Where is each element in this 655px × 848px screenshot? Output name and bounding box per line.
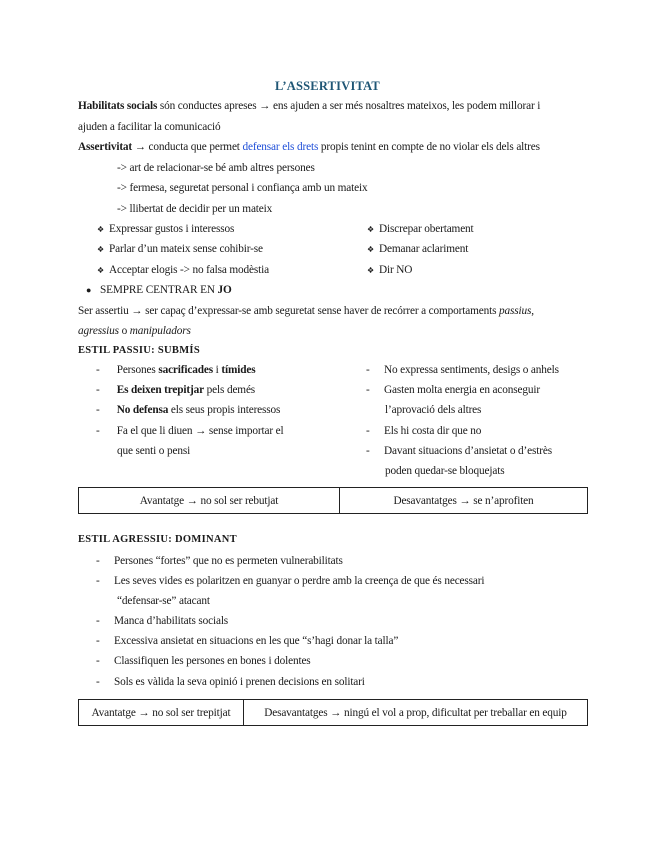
agressiu-item-cont: “defensar-se” atacant	[117, 595, 210, 607]
assertivitat-text-b: propis tenint en compte de no violar els dels altres	[318, 141, 540, 153]
diamond-item: ❖ Acceptar elogis -> no falsa modèstia	[97, 264, 270, 276]
passiu-left-item: - Persones sacrificades i tímides	[96, 364, 256, 376]
agressiu-item: - Excessiva ansietat en situacions en les que “s’hagi donar la talla”	[96, 635, 399, 647]
diamond-item: ❖ Demanar aclariment	[367, 243, 469, 255]
passiu-left-cont: que senti o pensi	[117, 445, 191, 457]
agressiu-item: - Classifiquen les persones en bones i dolentes	[96, 655, 311, 667]
arrow-item: -> art de relacionar-se bé amb altres persones	[117, 162, 315, 174]
passiu-left-item: - No defensa els seus propis interessos	[96, 404, 281, 416]
passiu-desavantatge-cell: Desavantatges → se n’aprofiten	[339, 488, 587, 513]
diamond-icon: ❖	[97, 266, 105, 275]
agressiu-desavantatge-cell: Desavantatges → ningú el vol a prop, dificultat per treballar en equip	[243, 700, 587, 725]
passiu-right-item: - Gasten molta energia en aconseguir	[366, 384, 540, 396]
diamond-icon: ❖	[97, 245, 105, 254]
passiu-avantatge-cell: Avantatge → no sol ser rebutjat	[139, 494, 279, 507]
passiu-right-item: - No expressa sentiments, desigs o anhels	[366, 364, 559, 376]
bullet-item: ● SEMPRE CENTRAR EN JO	[86, 284, 232, 296]
habilitats-label: Habilitats socials	[78, 100, 158, 112]
passiu-left-item: - Es deixen trepitjar pels demés	[96, 384, 256, 396]
arrow-item: -> fermesa, seguretat personal i confiança amb un mateix	[117, 182, 368, 194]
agressiu-item: - Manca d’habilitats socials	[96, 615, 229, 627]
diamond-item: ❖ Discrepar obertament	[367, 223, 474, 235]
bullet-icon: ●	[86, 285, 92, 295]
diamond-item: ❖ Expressar gustos i interessos	[97, 223, 235, 235]
assertivitat-text-a: → conducta que permet	[132, 141, 243, 153]
arrow-item: -> llibertat de decidir per un mateix	[117, 203, 273, 215]
defensar-drets-link[interactable]: defensar els drets	[242, 141, 319, 153]
habilitats-line-1	[78, 99, 540, 113]
diamond-icon: ❖	[367, 266, 375, 275]
diamond-icon: ❖	[97, 225, 105, 234]
passiu-right-item: - Els hi costa dir que no	[366, 425, 482, 437]
passiu-right-item: - Davant situacions d’ansietat o d’estrès	[366, 445, 552, 457]
diamond-item: ❖ Parlar d’un mateix sense cohibir-se	[97, 243, 263, 255]
page-title: L’ASSERTIVITAT	[275, 79, 380, 93]
passiu-heading: ESTIL PASSIU: SUBMÍS	[78, 345, 200, 356]
passiu-right-cont: l’aprovació dels altres	[385, 404, 482, 416]
passiu-pros-cons-table	[78, 487, 588, 514]
agressiu-item: - Sols es vàlida la seva opinió i prenen decisions en solitari	[96, 676, 365, 688]
agressiu-item: - Les seves vides es polaritzen en guanyar o perdre amb la creença de que és necessari	[96, 575, 485, 587]
diamond-icon: ❖	[367, 225, 375, 234]
diamond-icon: ❖	[367, 245, 375, 254]
agressiu-avantatge-cell: Avantatge → no sol ser trepitjat	[91, 706, 231, 719]
agressiu-heading: ESTIL AGRESSIU: DOMINANT	[78, 534, 237, 545]
assertiu-line-2: agressius o manipuladors	[78, 325, 191, 337]
diamond-item: ❖ Dir NO	[367, 264, 413, 276]
habilitats-text: són conductes apreses → ens ajuden a ser més nosaltres mateixos, les podem millorar i	[157, 100, 541, 112]
passiu-left-item: - Fa el que li diuen → sense importar el	[96, 425, 284, 437]
habilitats-line-2: ajuden a facilitar la comunicació	[78, 121, 221, 133]
passiu-right-cont: poden quedar-se bloquejats	[385, 465, 505, 477]
agressiu-pros-cons-table	[78, 699, 588, 726]
agressiu-item: - Persones “fortes” que no es permeten vulnerabilitats	[96, 555, 343, 567]
assertiu-line-1: Ser assertiu → ser capaç d’expressar-se amb seguretat sense haver de recórrer a comportaments passius,	[78, 305, 534, 317]
assertivitat-line	[78, 140, 540, 154]
assertivitat-label: Assertivitat	[78, 141, 133, 153]
